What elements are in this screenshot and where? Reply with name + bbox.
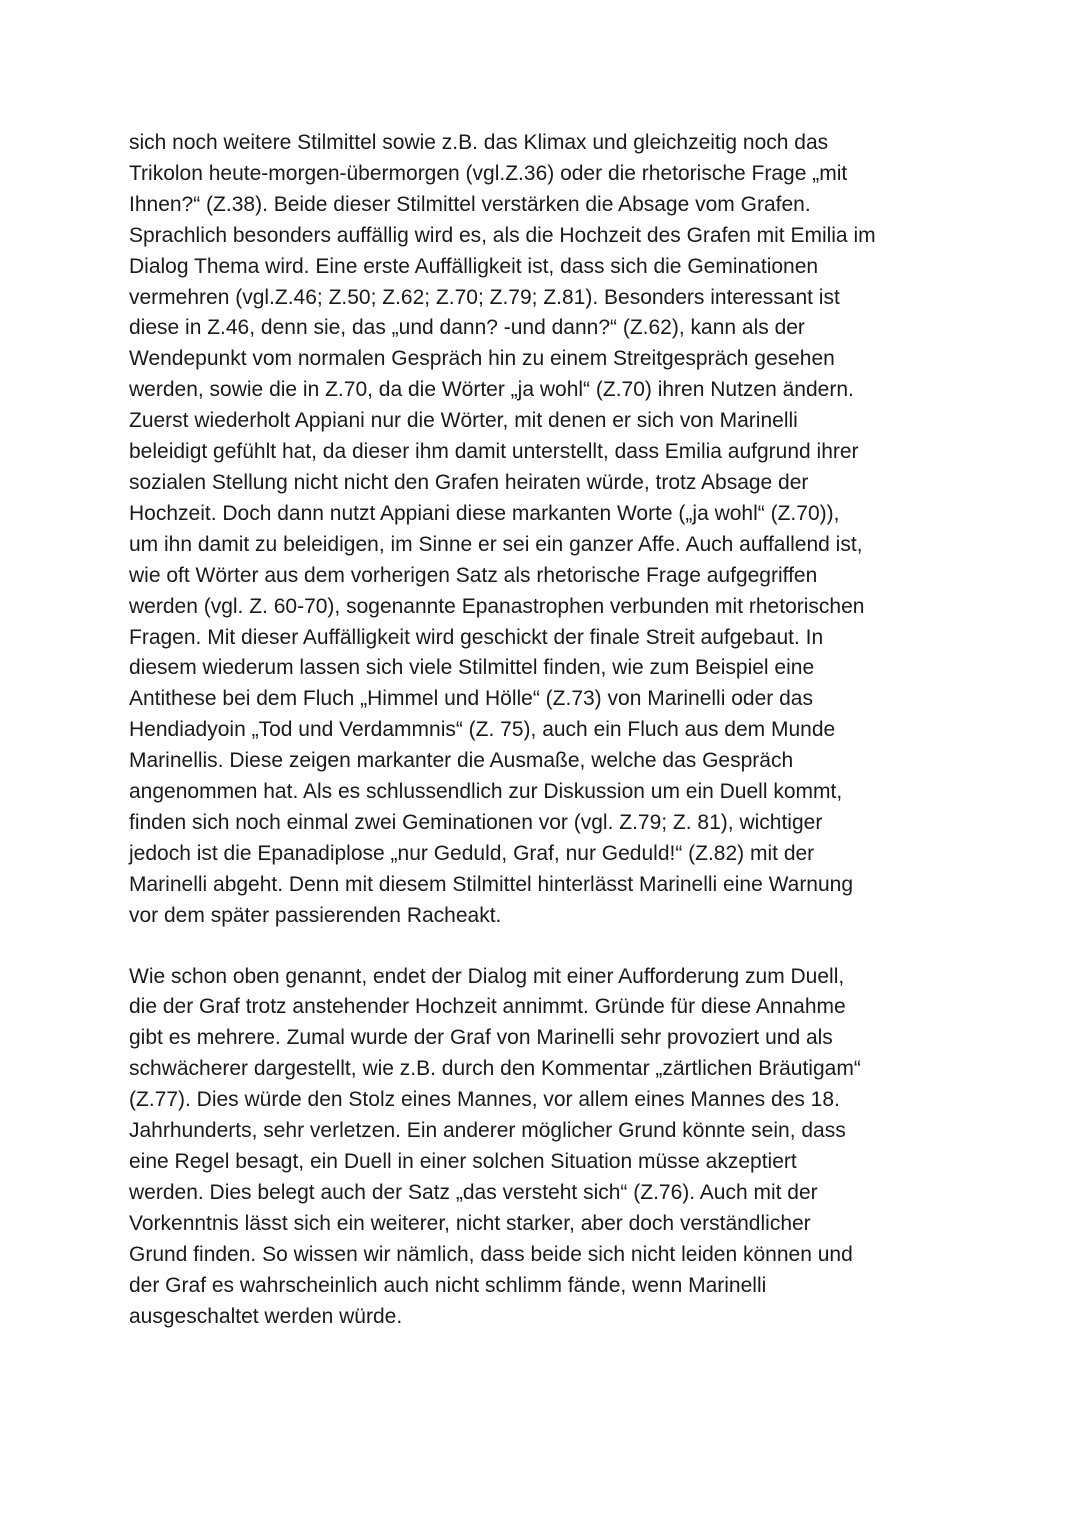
text-line: werden. Dies belegt auch der Satz „das versteht sich“ (Z.76). Auch mit der: [129, 1180, 818, 1204]
text-line: schwächerer dargestellt, wie z.B. durch den Kommentar „zärtlichen Bräutigam“: [129, 1057, 861, 1081]
text-line: beleidigt gefühlt hat, da dieser ihm damit unterstellt, dass Emilia aufgrund ihrer: [129, 440, 859, 464]
document-body: [129, 128, 959, 1332]
text-line: vermehren (vgl.Z.46; Z.50; Z.62; Z.70; Z.79; Z.81). Besonders interessant ist: [129, 285, 840, 309]
text-line: werden, sowie die in Z.70, da die Wörter „ja wohl“ (Z.70) ihren Nutzen ändern.: [129, 378, 854, 402]
text-line: Antithese bei dem Fluch „Himmel und Hölle“ (Z.73) von Marinelli oder das: [129, 687, 813, 711]
text-line: Fragen. Mit dieser Auffälligkeit wird geschickt der finale Streit aufgebaut. In: [129, 625, 824, 649]
text-line: Jahrhunderts, sehr verletzen. Ein anderer möglicher Grund könnte sein, dass: [129, 1119, 846, 1143]
text-line: Grund finden. So wissen wir nämlich, dass beide sich nicht leiden können und: [129, 1242, 853, 1266]
text-line: sich noch weitere Stilmittel sowie z.B. das Klimax und gleichzeitig noch das: [129, 131, 829, 154]
text-line: Wie schon oben genannt, endet der Dialog mit einer Aufforderung zum Duell,: [129, 964, 845, 988]
text-line: um ihn damit zu beleidigen, im Sinne er sei ein ganzer Affe. Auch auffallend ist,: [129, 532, 863, 556]
text-line: Trikolon heute-morgen-übermorgen (vgl.Z.36) oder die rhetorische Frage „mit: [129, 161, 848, 185]
text-line: finden sich noch einmal zwei Geminationen vor (vgl. Z.79; Z. 81), wichtiger: [129, 810, 823, 834]
text-line: angenommen hat. Als es schlussendlich zur Diskussion um ein Duell kommt,: [129, 780, 843, 804]
text-line: Zuerst wiederholt Appiani nur die Wörter, mit denen er sich von Marinelli: [129, 409, 798, 433]
paragraph-duell-gruende: [129, 962, 959, 1333]
text-line: vor dem später passierenden Racheakt.: [129, 903, 502, 927]
text-line: eine Regel besagt, ein Duell in einer solchen Situation müsse akzeptiert: [129, 1150, 797, 1173]
text-line: sozialen Stellung nicht nicht den Grafen heiraten würde, trotz Absage der: [129, 470, 809, 494]
text-line: Vorkenntnis lässt sich ein weiterer, nicht starker, aber doch verständlicher: [129, 1211, 811, 1235]
text-line: (Z.77). Dies würde den Stolz eines Mannes, vor allem eines Mannes des 18.: [129, 1088, 840, 1112]
text-line: Marinellis. Diese zeigen markanter die Ausmaße, welche das Gespräch: [129, 749, 794, 773]
text-line: Marinelli abgeht. Denn mit diesem Stilmittel hinterlässt Marinelli eine Warnung: [129, 872, 854, 896]
text-line: Wendepunkt vom normalen Gespräch hin zu einem Streitgespräch gesehen: [129, 347, 835, 371]
text-line: Ihnen?“ (Z.38). Beide dieser Stilmittel verstärken die Absage vom Grafen.: [129, 192, 811, 216]
text-line: gibt es mehrere. Zumal wurde der Graf von Marinelli sehr provoziert und als: [129, 1026, 833, 1050]
text-line: der Graf es wahrscheinlich auch nicht schlimm fände, wenn Marinelli: [129, 1273, 767, 1297]
paragraph-stilmittel-analyse: [129, 128, 959, 932]
text-line: die der Graf trotz anstehender Hochzeit annimmt. Gründe für diese Annahme: [129, 995, 846, 1019]
text-line: werden (vgl. Z. 60-70), sogenannte Epanastrophen verbunden mit rhetorischen: [129, 594, 865, 618]
text-line: wie oft Wörter aus dem vorherigen Satz als rhetorische Frage aufgegriffen: [129, 563, 818, 587]
text-line: diese in Z.46, denn sie, das „und dann? -und dann?“ (Z.62), kann als der: [129, 316, 805, 340]
text-line: jedoch ist die Epanadiplose „nur Geduld, Graf, nur Geduld!“ (Z.82) mit der: [129, 841, 815, 865]
text-line: diesem wiederum lassen sich viele Stilmittel finden, wie zum Beispiel eine: [129, 656, 815, 680]
text-line: Hendiadyoin „Tod und Verdammnis“ (Z. 75), auch ein Fluch aus dem Munde: [129, 718, 836, 742]
text-line: ausgeschaltet werden würde.: [129, 1304, 403, 1328]
text-line: Sprachlich besonders auffällig wird es, als die Hochzeit des Grafen mit Emilia im: [129, 223, 876, 247]
text-line: Dialog Thema wird. Eine erste Auffälligkeit ist, dass sich die Geminationen: [129, 254, 819, 278]
text-line: Hochzeit. Doch dann nutzt Appiani diese markanten Worte („ja wohl“ (Z.70)),: [129, 501, 840, 525]
